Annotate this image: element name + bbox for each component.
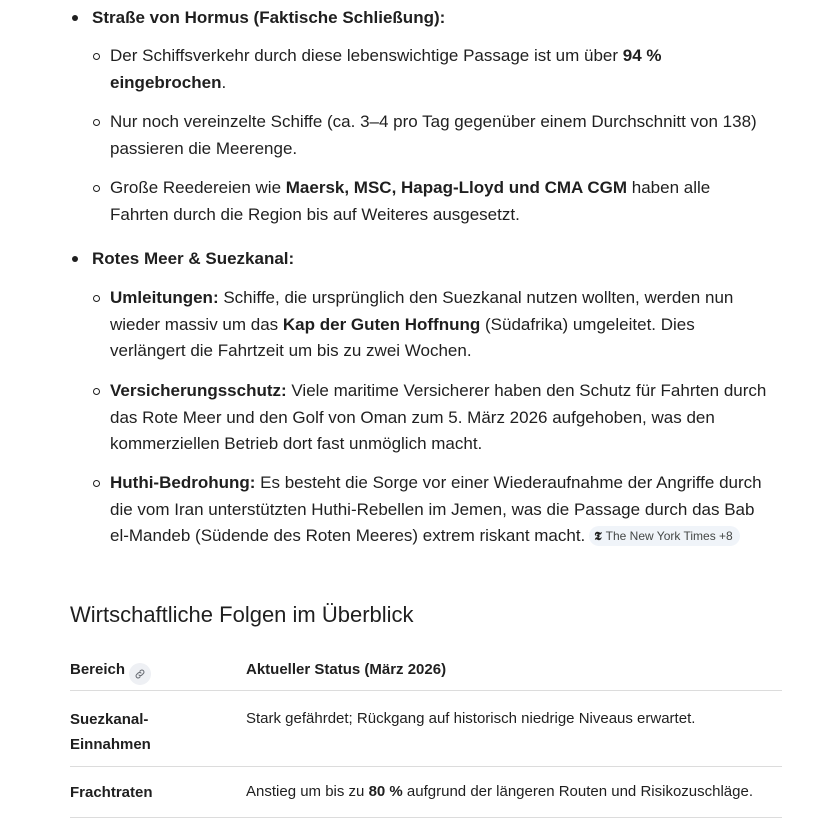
- bold-text: Huthi-Bedrohung:: [110, 473, 256, 492]
- bullet-heading: Rotes Meer & Suezkanal:: [92, 249, 295, 268]
- sub-bullet-text: [110, 288, 733, 360]
- sub-bullet-item: [0, 175, 814, 228]
- text-run: (Südafrika) umgeleitet. Dies verlängert die Fahrtzeit um bis zu zwei Wochen.: [110, 314, 695, 360]
- table-cell-area: Suezkanal-Einnahmen: [70, 711, 151, 753]
- text-run: Anstieg um bis zu: [246, 783, 369, 800]
- text-run: Der Schiffsverkehr durch diese lebenswichtige Passage ist um über: [110, 46, 623, 65]
- section-heading: Wirtschaftliche Folgen im Überblick: [70, 602, 414, 627]
- text-run: Stark gefährdet; Rückgang auf historisch niedrige Niveaus erwartet.: [246, 710, 696, 727]
- table-header-cell: Aktueller Status (März 2026): [246, 661, 447, 678]
- sub-bullet-text: [110, 112, 757, 158]
- bullet-heading: Straße von Hormus (Faktische Schließung):: [92, 8, 446, 27]
- text-run: Nur noch vereinzelte Schiffe (ca. 3–4 pro Tag gegenüber einem Durchschnitt von 138) passieren die Meerenge.: [110, 112, 757, 158]
- bullet-item: [0, 246, 814, 272]
- table-cell-status: [246, 706, 786, 731]
- text-run: Große Reedereien wie: [110, 178, 286, 197]
- link-icon[interactable]: [129, 663, 151, 685]
- text-run: Es besteht die Sorge vor einer Wiederaufnahme der Angriffe durch die vom Iran unterstützten Huthi-Rebellen im Jemen, was die Passage durch das Bab el-Mandeb (Südende des Roten Meeres) extrem riskant macht.: [110, 473, 762, 545]
- bold-text: Versicherungsschutz:: [110, 381, 287, 400]
- sub-bullet-item: [0, 109, 814, 162]
- table-row: [70, 691, 782, 767]
- sub-bullet-text: [110, 178, 710, 224]
- bullet-item: [0, 5, 814, 31]
- circle-bullet-icon: [93, 119, 100, 126]
- table-header-row: [70, 648, 782, 691]
- nyt-logo-icon: 𝕿: [594, 529, 602, 543]
- text-run: haben alle Fahrten durch die Region bis auf Weiteres ausgesetzt.: [110, 178, 711, 224]
- text-run: aufgrund der längeren Routen und Risikozuschläge.: [402, 783, 753, 800]
- table-header-label: Bereich: [70, 661, 126, 678]
- bold-text: Maersk, MSC, Hapag-Lloyd und CMA CGM: [285, 178, 628, 197]
- text-run: Viele maritime Versicherer haben den Schutz für Fahrten durch das Rote Meer und den Golf von Oman zum 5. März 2026 aufgehoben, was den kommerziellen Betrieb dort fast unmöglich macht.: [110, 381, 767, 453]
- circle-bullet-icon: [93, 185, 100, 192]
- summary-table: [70, 648, 782, 818]
- sub-bullet-item: [0, 378, 814, 458]
- circle-bullet-icon: [93, 295, 100, 302]
- bold-text: 94 % eingebrochen: [110, 46, 662, 92]
- sub-bullet-item: [0, 43, 814, 96]
- circle-bullet-icon: [93, 388, 100, 395]
- bold-text: Umleitungen:: [110, 288, 219, 307]
- text-run: .: [221, 72, 227, 92]
- table-row: [70, 767, 782, 818]
- source-chip[interactable]: [589, 526, 739, 546]
- source-chip-label: The New York Times +8: [605, 529, 733, 543]
- table-cell-status: [246, 779, 786, 804]
- bold-text: Kap der Guten Hoffnung: [282, 314, 481, 334]
- sub-bullet-item: [0, 470, 814, 550]
- sub-bullet-text: [110, 381, 766, 453]
- text-run: Schiffe, die ursprünglich den Suezkanal nutzen wollten, werden nun wieder massiv um das: [110, 288, 734, 334]
- table-cell-area: Frachtraten: [70, 784, 153, 801]
- circle-bullet-icon: [93, 53, 100, 60]
- sub-bullet-item: [0, 285, 814, 365]
- table-header-cell: [70, 657, 220, 685]
- sub-bullet-text: [110, 46, 662, 92]
- circle-bullet-icon: [93, 480, 100, 487]
- bold-text: 80 %: [368, 783, 403, 800]
